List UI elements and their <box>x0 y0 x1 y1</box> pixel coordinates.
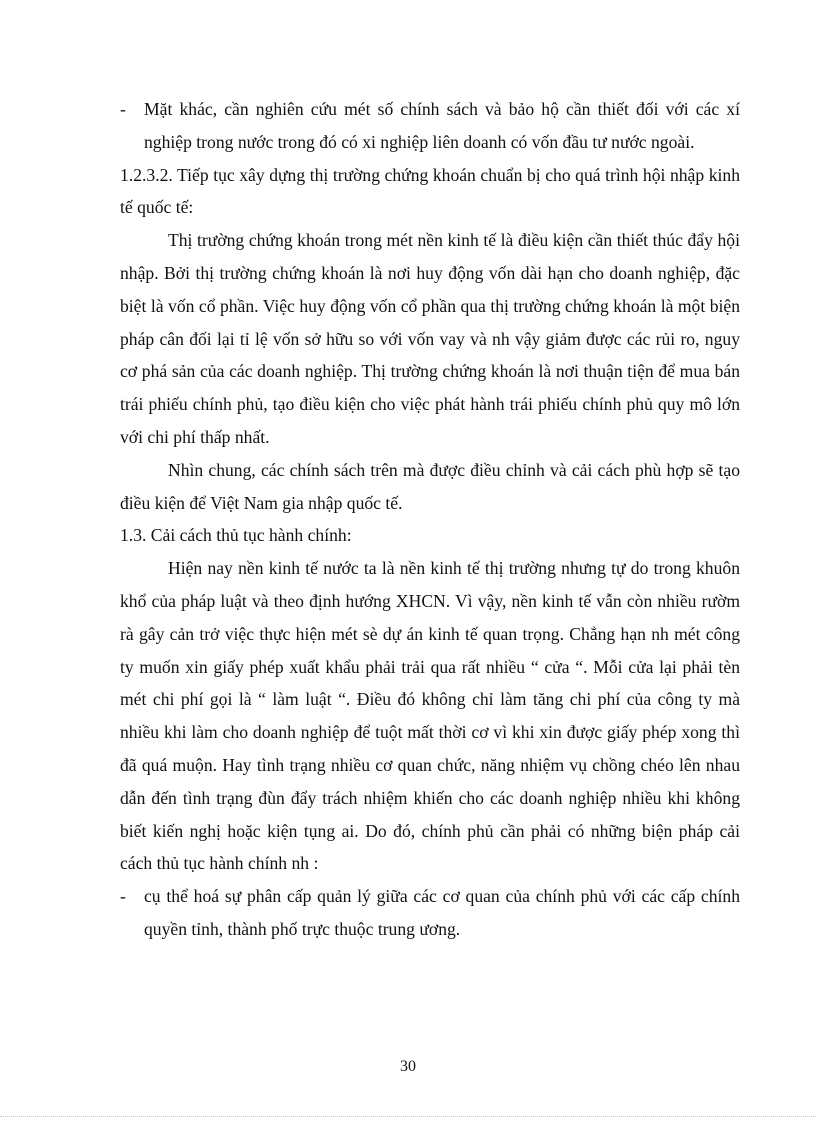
footer-divider <box>0 1116 816 1117</box>
bullet-dash: - <box>120 886 126 907</box>
paragraph-stock-market: Thị trường chứng khoán trong mét nền kinh tế là điều kiện cần thiết thúc đẩy hội nhập. Bởi thị trường chứng khoán là nơi huy động vốn dài hạn cho doanh nghiệp, đặc biệt là vốn cổ phần. Việc huy động vốn cổ phần qua thị trường chứng khoán là một biện pháp cân đối lại tỉ lệ vốn sở hữu so với vốn vay và nh vậy giảm được các rủi ro, nguy cơ phá sản của các doanh nghiệp. Thị trường chứng khoán là nơi thuận tiện để mua bán trái phiếu chính phủ, tạo điều kiện cho việc phát hành trái phiếu chính phủ quy mô lớn với chi phí thấp nhất. <box>120 230 740 447</box>
paragraph-administrative-reform: Hiện nay nền kinh tế nước ta là nền kinh tế thị trường nhưng tự do trong khuôn khổ của pháp luật và theo định hướng XHCN. Vì vậy, nền kinh tế vẫn còn nhiều rườm rà gây cản trở việc thực hiện mét sè dự án kinh tế quan trọng. Chẳng hạn nh mét công ty muốn xin giấy phép xuất khẩu phải trải qua rất nhiều “ cửa “. Mỗi cửa lại phải tèn mét chi phí gọi là “ làm luật “. Điều đó không chỉ làm tăng chi phí của công ty mà nhiều khi làm cho doanh nghiệp để tuột mất thời cơ vì khi xin được giấy phép xong thì đã quá muộn. Hay tình trạng nhiều cơ quan chức, năng nhiệm vụ chồng chéo lên nhau dẫn đến tình trạng đùn đẩy trách nhiệm khiến cho các doanh nghiệp nhiều khi không biết kiến nghị hoặc kiện tụng ai. Do đó, chính phủ cần phải có những biện pháp cải cách thủ tục hành chính nh : <box>120 558 740 874</box>
bullet-paragraph-decentralization <box>120 880 740 946</box>
paragraph-text: cụ thể hoá sự phân cấp quản lý giữa các cơ quan của chính phủ với các cấp chính quyền tỉnh, thành phố trực thuộc trung ương. <box>144 886 740 939</box>
body-text <box>120 93 740 946</box>
paragraph-summary: Nhìn chung, các chính sách trên mà được điều chỉnh và cải cách phù hợp sẽ tạo điều kiện để Việt Nam gia nhập quốc tế. <box>120 459 740 513</box>
section-heading-1-2-3-2: 1.2.3.2. Tiếp tục xây dựng thị trường chứng khoán chuẩn bị cho quá trình hội nhập kinh tế quốc tế: <box>120 164 740 218</box>
bullet-paragraph-foreign-invested-enterprises <box>120 93 740 159</box>
page-number: 30 <box>400 1058 416 1075</box>
paragraph-text: Mặt khác, cần nghiên cứu mét số chính sách và bảo hộ cần thiết đối với các xí nghiệp trong nước trong đó có xi nghiệp liên doanh có vốn đầu tư nước ngoài. <box>144 99 740 152</box>
section-heading-1-3: 1.3. Cải cách thủ tục hành chính: <box>120 525 352 546</box>
bullet-dash: - <box>120 99 126 119</box>
